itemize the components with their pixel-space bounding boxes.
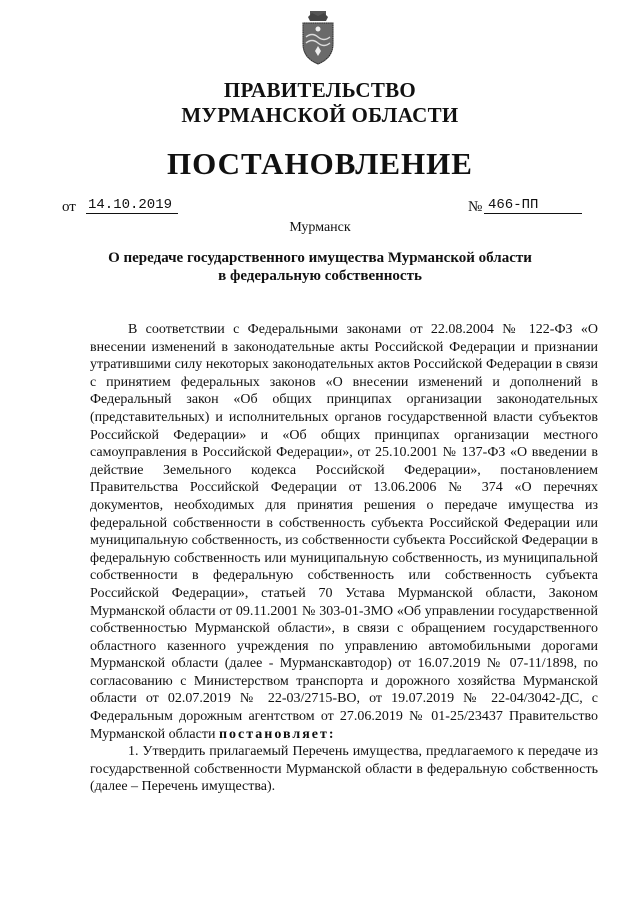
preamble-paragraph <box>90 321 598 743</box>
date-prefix: от <box>62 199 76 215</box>
number-prefix: № <box>468 199 483 215</box>
document-type-title: ПОСТАНОВЛЕНИЕ <box>167 146 473 181</box>
coat-of-arms-emblem <box>298 10 338 66</box>
subject-line2: в федеральную собственность <box>218 268 422 284</box>
city-name: Мурманск <box>289 220 351 235</box>
document-date: 14.10.2019 <box>86 197 178 214</box>
government-name-line2: МУРМАНСКОЙ ОБЛАСТИ <box>181 103 459 127</box>
resolves-word: постановляет: <box>218 726 336 742</box>
document-number: 466-ПП <box>484 197 582 214</box>
government-name-line1: ПРАВИТЕЛЬСТВО <box>223 78 417 102</box>
subject-line1: О передаче государственного имущества Мурманской области <box>108 250 532 266</box>
clause-1-paragraph: 1. Утвердить прилагаемый Перечень имущества, предлагаемого к передаче из государственной собственности Мурманской области в федеральную собственность (далее – Перечень имущества). <box>90 744 598 795</box>
document-body <box>90 321 598 796</box>
preamble-text: В соответствии с Федеральными законами от 22.08.2004 № 122-ФЗ «О внесении изменений в законодательные акты Российской Федерации и признании утратившими силу некоторых законодательных актов Российской Федерации в связи с принятием федеральных законов «О внесении изменений и дополнений в Федеральный закон «Об общих принципах организации законодательных (представительных) и исполнительных органов государственной власти субъектов Российской Федерации» и «Об общих принципах организации местного самоуправления в Российской Федерации», от 25.10.2001 № 137-ФЗ «О введении в действие Земельного кодекса Российской Федерации», постановлением Правительства Российской Федерации от 13.06.2006 № 374 «О перечнях документов, необходимых для принятия решения о передаче имущества из федеральной собственности в собственность субъекта Российской Федерации или муниципальную собственность, из собственности субъекта Российской Федерации в федеральную собственность или муниципальную собственность, из муниципальной собственности в федеральную собственность или собственность субъекта Российской Федерации», статьей 70 Устава Мурманской области, Законом Мурманской области от 09.11.2001 № 303-01-ЗМО «Об управлении государственной собственностью Мурманской области», в связи с обращением государственного областного казенного учреждения по управлению автомобильными дорогами Мурманской области (далее - Мурманскавтодор) от 16.07.2019 № 07-11/1898, по согласованию с Министерством транспорта и дорожного хозяйства Мурманской области от 02.07.2019 № 22-03/2715-ВО, от 19.07.2019 № 22-04/3042-ДС, с Федеральным дорожным агентством от 27.06.2019 № 01-25/23437 Правительство Мурманской области <box>90 322 598 742</box>
